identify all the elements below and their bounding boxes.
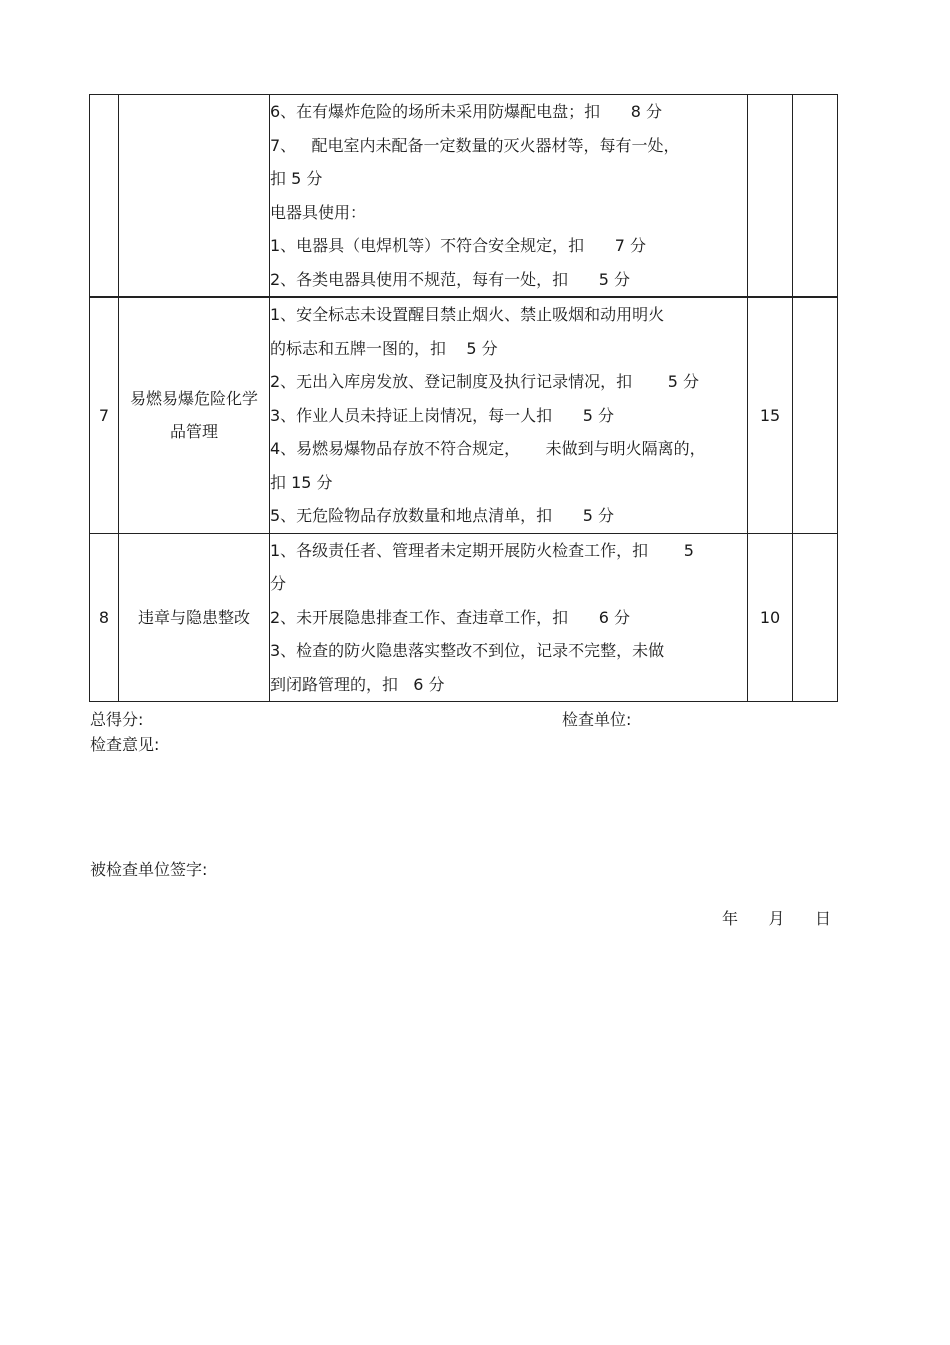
content-line: 4、易燃易爆物品存放不符合规定， 未做到与明火隔离的， [270, 439, 706, 458]
row-index: 7 [90, 297, 119, 533]
content-line: 1、各级责任者、管理者未定期开展防火检查工作，扣 5 [270, 540, 694, 560]
row-actual-score [793, 533, 838, 702]
inspection-table [89, 94, 838, 702]
content-line: 1、安全标志未设置醒目禁止烟火、禁止吸烟和动用明火 [270, 305, 665, 324]
table-row [90, 95, 838, 298]
row-category-label: 易燃易爆危险化学品管理 [130, 389, 259, 442]
row-score: 15 [748, 297, 793, 533]
table-row [90, 297, 838, 533]
row-score [748, 95, 793, 298]
content-line: 到闭路管理的，扣 6 分 [270, 674, 445, 694]
row-index [90, 95, 119, 298]
inspection-opinion-label: 检查意见: [90, 735, 160, 754]
content-line: 7、 配电室内未配备一定数量的灭火器材等，每有一处， [270, 135, 680, 155]
total-score-label: 总得分: [90, 710, 144, 729]
content-line: 的标志和五牌一图的，扣 5 分 [270, 338, 498, 358]
row-category [119, 95, 270, 298]
content-line: 2、无出入库房发放、登记制度及执行记录情况，扣 5 分 [270, 372, 700, 391]
content-line: 3、检查的防火隐患落实整改不到位，记录不完整，未做 [270, 641, 665, 660]
content-line: 3、作业人员未持证上岗情况，每一人扣 5 分 [270, 405, 614, 425]
row-content [270, 533, 748, 702]
content-line: 2、未开展隐患排查工作、查违章工作，扣 6 分 [270, 607, 630, 627]
content-line: 电器具使用： [270, 202, 367, 222]
row-index: 8 [90, 533, 119, 702]
row-category [119, 297, 270, 533]
table-row [90, 533, 838, 702]
row-actual-score [793, 95, 838, 298]
content-line: 2、各类电器具使用不规范，每有一处，扣 5 分 [270, 269, 630, 289]
row-content [270, 95, 748, 298]
content-line: 6、在有爆炸危险的场所未采用防爆配电盘；扣 8 分 [270, 102, 662, 121]
inspected-unit-signature-label: 被检查单位签字: [90, 860, 208, 879]
content-line: 扣 15 分 [270, 472, 333, 492]
row-score: 10 [748, 533, 793, 702]
date-label: 年 月 日 [722, 909, 832, 928]
content-line: 1、电器具（电焊机等）不符合安全规定，扣 7 分 [270, 236, 646, 255]
content-line: 扣 5 分 [270, 169, 323, 188]
content-line: 5、无危险物品存放数量和地点清单，扣 5 分 [270, 506, 614, 525]
row-category: 违章与隐患整改 [119, 533, 270, 702]
row-actual-score [793, 297, 838, 533]
inspection-unit-label: 检查单位: [562, 710, 632, 729]
row-content [270, 297, 748, 533]
content-line: 分 [270, 574, 287, 593]
